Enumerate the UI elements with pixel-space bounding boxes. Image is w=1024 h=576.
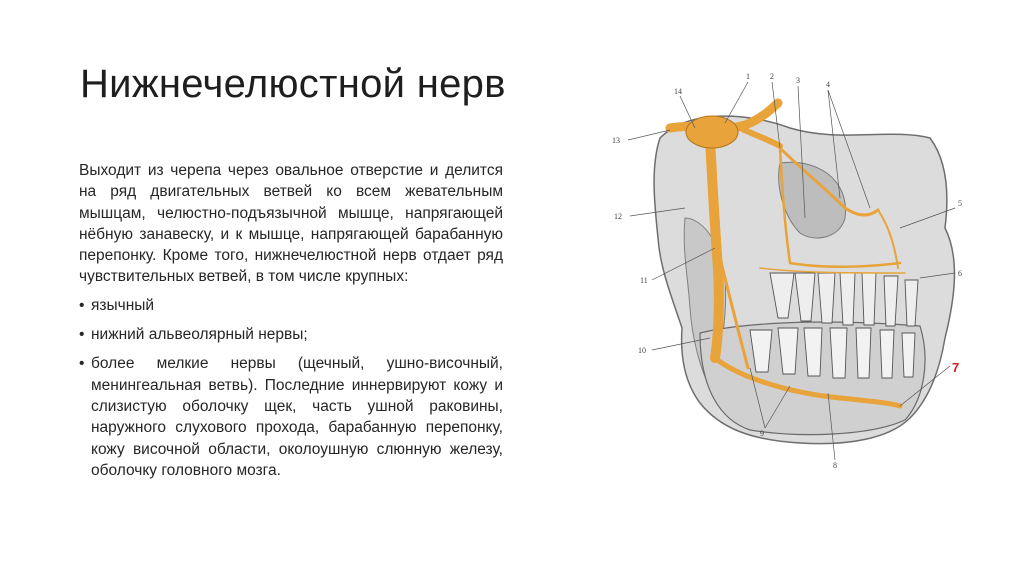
list-item: • язычный — [79, 295, 503, 316]
figure-label-2: 2 — [770, 72, 774, 81]
figure-label-7: 7 — [952, 360, 960, 375]
trigeminal-ganglion — [686, 116, 738, 148]
list-item: • нижний альвеолярный нервы; — [79, 324, 503, 345]
figure-label-1: 1 — [746, 72, 750, 81]
figure-label-5: 5 — [958, 199, 962, 208]
figure-label-4: 4 — [826, 80, 830, 89]
figure-label-10: 10 — [638, 346, 646, 355]
slide-body — [79, 160, 503, 489]
slide-title: Нижнечелюстной нерв — [80, 62, 506, 106]
nerve-list — [79, 295, 503, 481]
figure-label-3: 3 — [796, 76, 800, 85]
figure-label-6: 6 — [958, 269, 962, 278]
figure-label-14: 14 — [674, 87, 682, 96]
mandibular-nerve-illustration — [600, 68, 980, 488]
anatomy-figure — [600, 68, 980, 488]
intro-paragraph: Выходит из черепа через овальное отверстие и делится на ряд двигательных ветвей ко всем жевательным мышцам, челюстно-подъязычной мышце, напрягающей нёбную занавеску, и к мышце, напрягающей барабанную перепонку. Кроме того, нижнечелюстной нерв отдает ряд чувствительных ветвей, в том числе крупных: — [79, 162, 503, 286]
figure-label-12: 12 — [614, 212, 622, 221]
figure-label-11: 11 — [640, 276, 648, 285]
figure-label-13: 13 — [612, 136, 620, 145]
figure-label-8: 8 — [833, 461, 837, 470]
list-item: • более мелкие нервы (щечный, ушно-височный, менингеальная ветвь). Последние иннервируют кожу и слизистую оболочку щек, часть ушной раковины, наружного слухового прохода, барабанную перепонку, кожу височной области, околоушную слюнную железу, оболочку головного мозга. — [79, 353, 503, 481]
figure-label-9: 9 — [760, 429, 764, 438]
